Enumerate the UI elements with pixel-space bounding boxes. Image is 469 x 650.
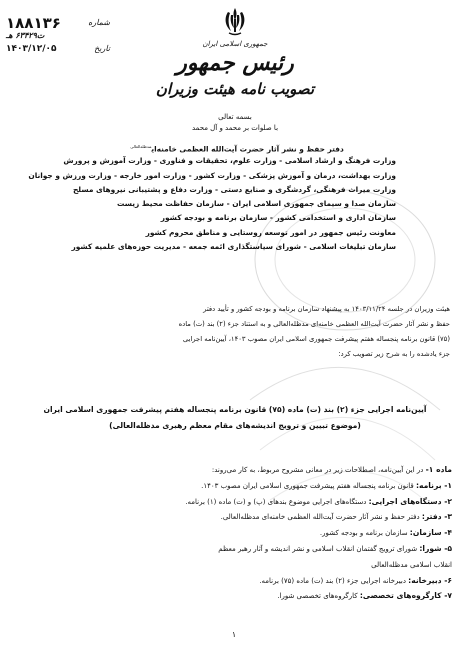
- number-row: [6, 13, 110, 32]
- paragraph-line: جزء یادشده را به شرح زیر تصویب کرد:: [338, 350, 450, 358]
- letter-number-handwritten: ت۶۳۴۲۹ هـ: [6, 31, 45, 40]
- recipient-item: وزارت میراث فرهنگی، گردشگری و صنایع دستی - وزارت دفاع و پشتیبانی نیروهای مسلح: [72, 184, 396, 194]
- recipient-item: سازمان اداری و استخدامی کشور - سازمان برنامه و بودجه کشور: [160, 213, 396, 223]
- salawat-line: با صلوات بر محمد و آل محمد: [191, 124, 279, 132]
- intro-paragraph: [18, 302, 450, 362]
- bismillah-line: بسمه تعالی: [218, 113, 252, 121]
- article-line: ۳- دفتر: دفتر حفظ و نشر آثار حضرت آیت‌الله العظمی خامنه‌ای مدظله‌العالی.: [220, 512, 452, 522]
- president-title: رئیس جمهور: [176, 50, 294, 76]
- honorific-superscript: مدظله‌العالی: [130, 144, 152, 149]
- regulation-subtitle: (موضوع تبیین و ترویج اندیشه‌های مقام معظم رهبری مدظله‌العالی): [109, 421, 361, 430]
- article-line: ۲- دستگاه‌های اجرایی: دستگاه‌های اجرایی موضوع بندهای (پ) و (ت) ماده (۱) برنامه.: [185, 496, 452, 506]
- recipient-item: سازمان صدا و سیمای جمهوری اسلامی ایران - سازمان حفاظت محیط زیست: [116, 199, 396, 209]
- article-line: ۴- سازمان: سازمان برنامه و بودجه کشور.: [319, 528, 452, 538]
- paragraph-line: هیئت وزیران در جلسه ۱۴۰۳/۱۱/۲۴ به پیشنهاد سازمان برنامه و بودجه کشور و تأیید دفتر: [203, 305, 450, 313]
- date-label: تاریخ: [94, 44, 110, 53]
- paragraph-line: (۷۵) قانون برنامه پنجساله هفتم پیشرفت جمهوری اسلامی ایران مصوب ۱۴۰۳، آیین‌نامه اجرایی: [182, 335, 450, 343]
- number-label: شماره: [88, 18, 110, 27]
- article-line: ۶- دبیرخانه: دبیرخانه اجرایی جزء (۲) بند (ت) ماده (۷۵) برنامه.: [259, 575, 452, 585]
- recipients-list: [28, 140, 396, 254]
- recipient-item: سازمان تبلیغات اسلامی - شورای سیاستگذاری ائمه جمعه - مدیریت حوزه‌های علمیه کشور: [71, 242, 396, 252]
- page-number: ۱: [231, 630, 237, 639]
- recipient-item: وزارت فرهنگ و ارشاد اسلامی - وزارت علوم، تحقیقات و فناوری - وزارت آموزش و پرورش: [63, 156, 396, 166]
- date-row: [6, 42, 110, 55]
- letter-meta: [6, 13, 110, 55]
- article-line: ۵- شورا: شورای ترویج گفتمان انقلاب اسلامی و نشر اندیشه و آثار رهبر معظم: [218, 543, 452, 553]
- regulation-title: آیین‌نامه اجرایی جزء (۲) بند (ت) ماده (۷۵) قانون برنامه پنجساله هفتم پیشرفت جمهوری اسلامی ایران: [43, 405, 427, 414]
- article-line: ۱- برنامه: قانون برنامه پنجساله هفتم پیشرفت جمهوری اسلامی ایران مصوب ۱۴۰۳.: [201, 480, 452, 490]
- article-line: ماده ۱- در این آیین‌نامه، اصطلاحات زیر در معانی مشروح مربوط، به کار می‌روند:: [211, 465, 452, 474]
- republic-label: جمهوری اسلامی ایران: [202, 40, 268, 48]
- letter-date: ۱۴۰۳/۱۲/۰۵: [6, 43, 57, 54]
- cabinet-approval-title: تصویب نامه هیئت وزیران: [155, 80, 315, 98]
- letter-number: ۱۸۸۱۳۶: [6, 13, 61, 32]
- article-line: ۷- کارگروه‌های تخصصی: کارگروه‌های تخصصی شورا.: [277, 591, 452, 601]
- iran-emblem-icon: [210, 6, 260, 38]
- article-line: انقلاب اسلامی مدظله‌العالی: [371, 560, 452, 569]
- recipient-item: دفتر حفظ و نشر آثار حضرت آیت‌الله العظمی خامنه‌ای$^{مدظله‌العالی}$: [130, 144, 344, 154]
- recipient-item: وزارت بهداشت، درمان و آموزش پزشکی - وزارت کشور - وزارت امور خارجه - وزارت ورزش و جوانان: [28, 170, 396, 180]
- paragraph-line: حفظ و نشر آثار حضرت آیت‌الله العظمی خامنه‌ای مدظله‌العالی و به استناد جزء (۲) بند (ت) ماده: [178, 320, 450, 328]
- recipient-item: معاونت رئیس جمهور در امور توسعه روستایی و مناطق محروم کشور: [145, 227, 396, 237]
- articles-list: [18, 462, 452, 604]
